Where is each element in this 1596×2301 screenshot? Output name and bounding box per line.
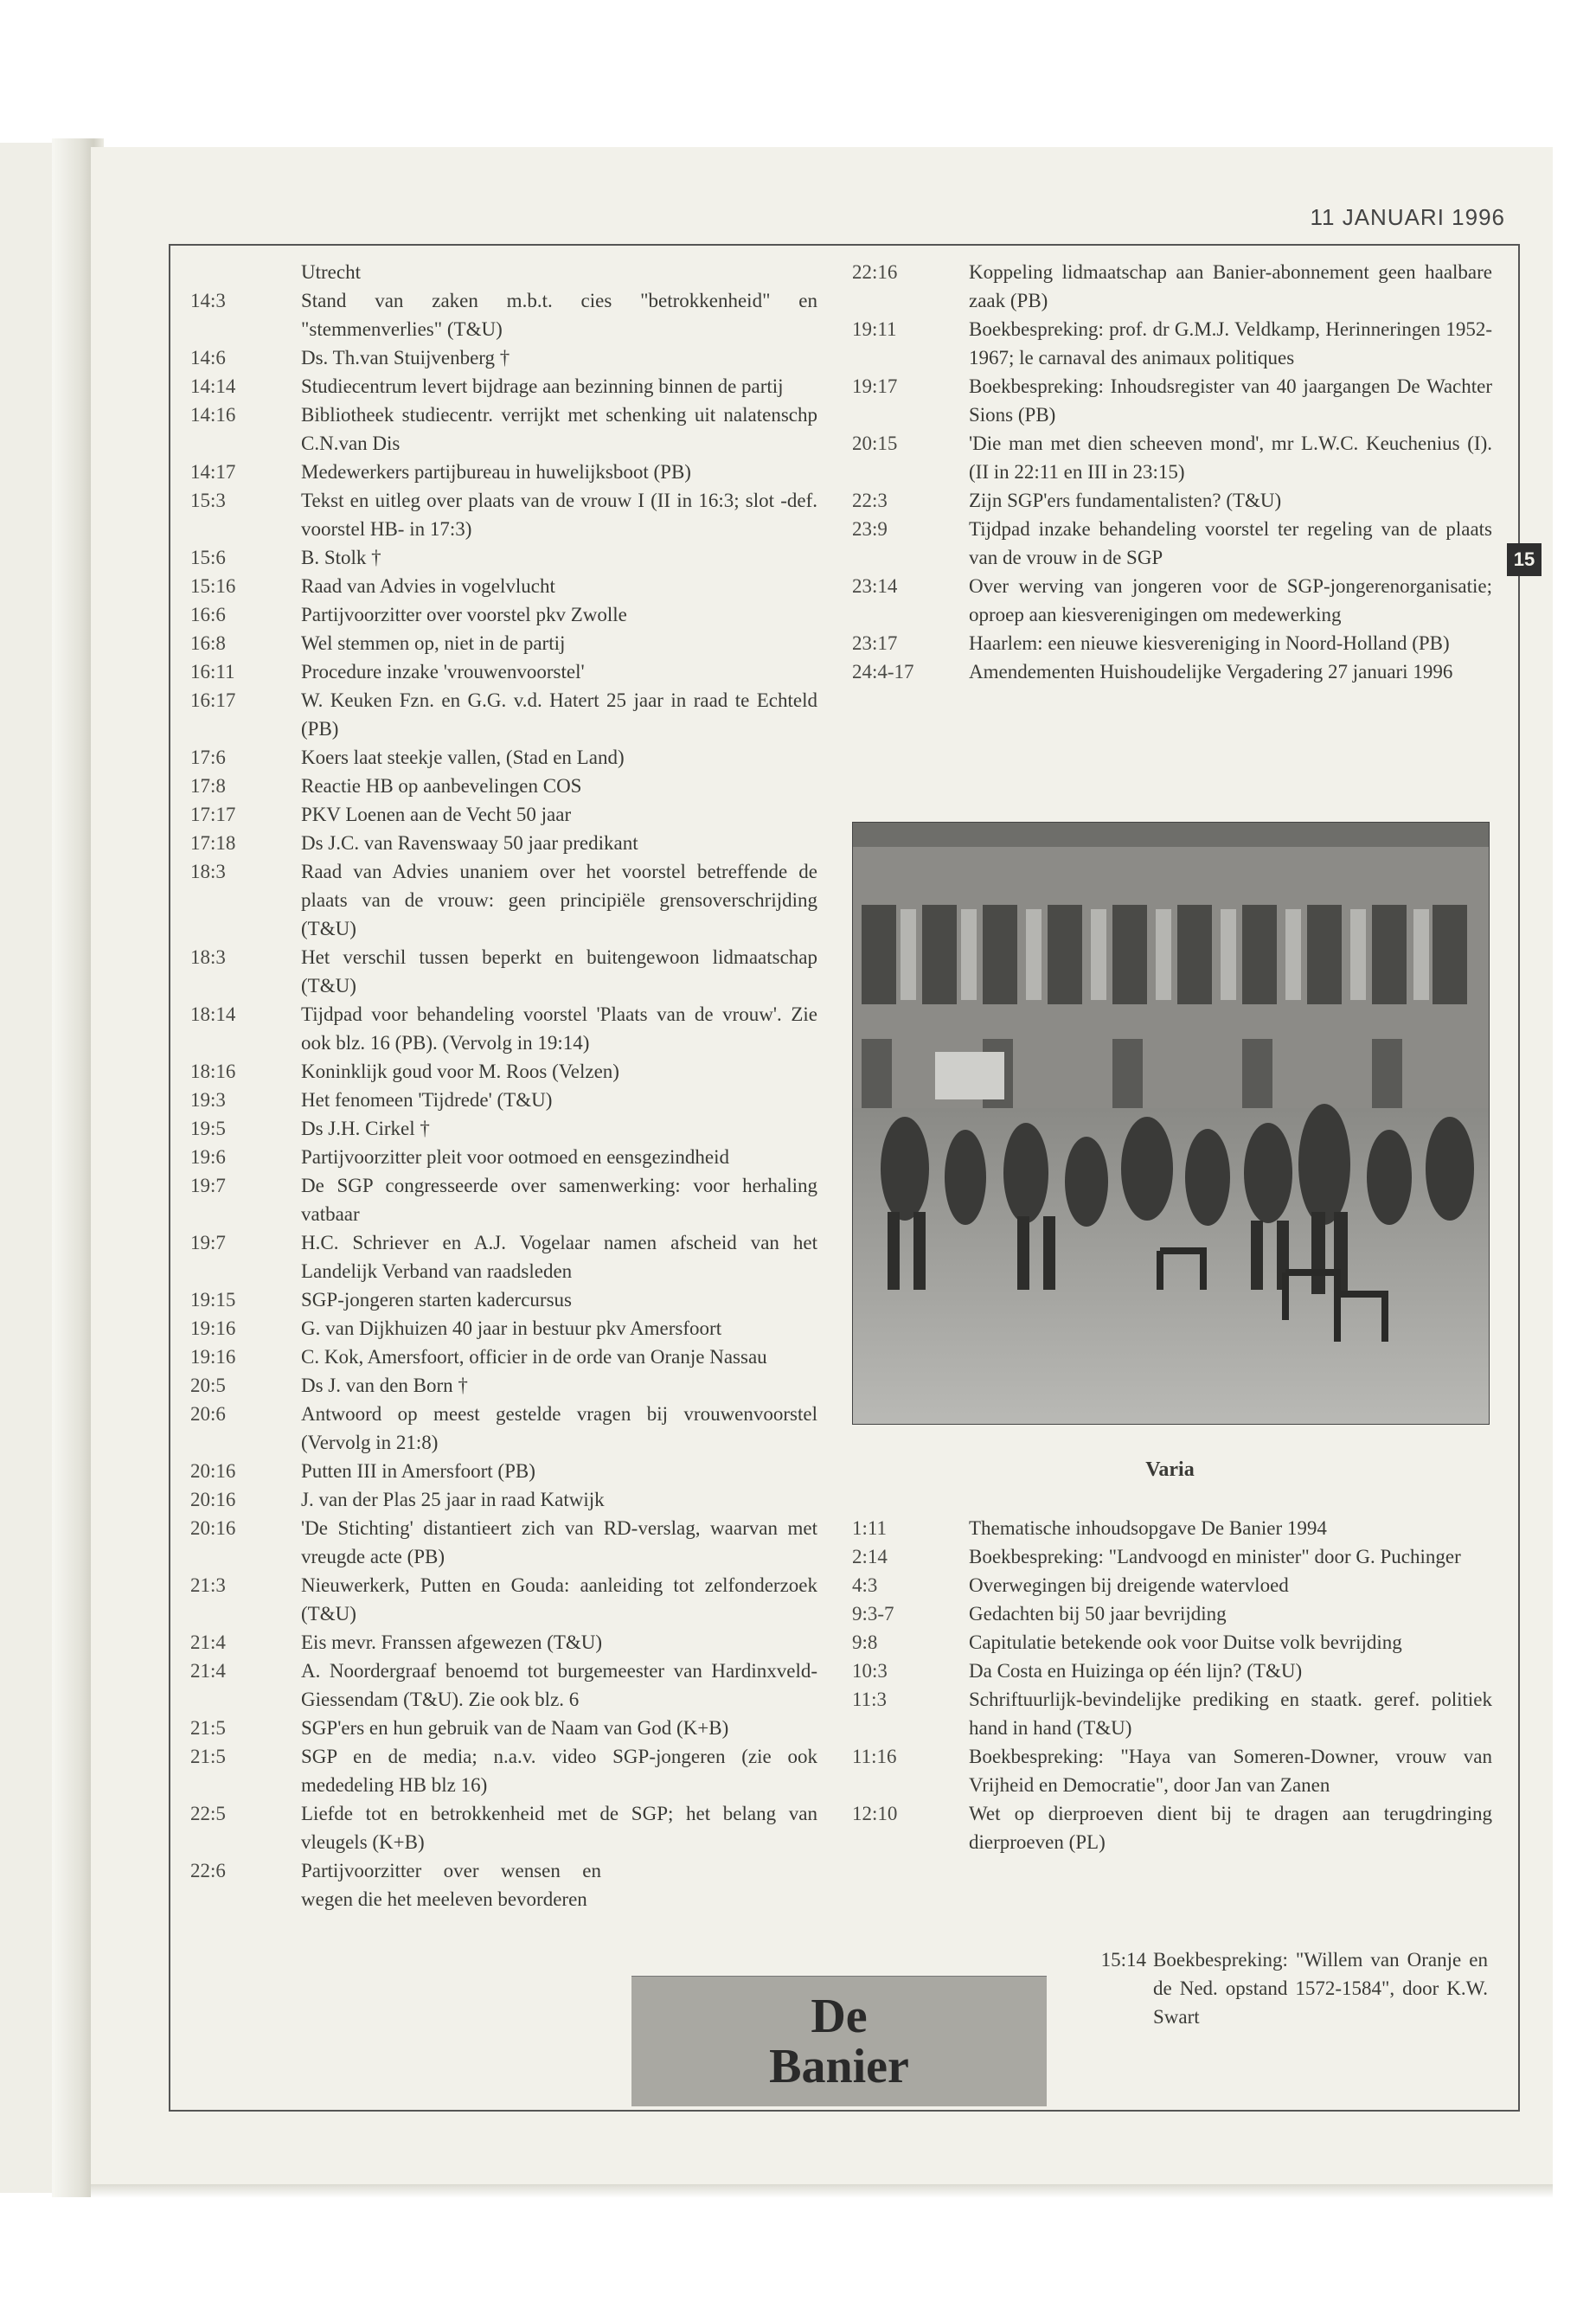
index-entry <box>190 458 817 486</box>
entry-ref: 19:7 <box>190 1175 226 1196</box>
index-entry <box>190 600 817 629</box>
index-entry <box>190 800 817 829</box>
index-entry <box>852 372 1492 429</box>
entry-ref: 22:6 <box>190 1860 226 1881</box>
entry-ref: 20:16 <box>190 1460 236 1482</box>
entry-text: Reactie HB op aanbevelingen COS <box>301 775 582 797</box>
index-entry <box>190 1400 817 1457</box>
entry-ref: 19:16 <box>190 1317 236 1339</box>
entry-text: Ds J.C. van Ravenswaay 50 jaar predikant <box>301 832 638 854</box>
entry-ref: 17:18 <box>190 832 236 854</box>
entry-ref: 12:10 <box>852 1803 898 1824</box>
entry-text: Boekbespreking: prof. dr G.M.J. Veldkamp, Herinneringen 1952-1967; le carnaval des animaux politiques <box>969 318 1492 369</box>
index-entry <box>190 1457 817 1485</box>
index-entry <box>852 1628 1492 1657</box>
varia-list <box>852 1514 1492 1856</box>
entry-text: Overwegingen bij dreigende watervloed <box>969 1574 1289 1596</box>
index-entry <box>190 1228 817 1285</box>
entry-text: PKV Loenen aan de Vecht 50 jaar <box>301 804 572 825</box>
entry-text: Liefde tot en betrokkenheid met de SGP; het belang van vleugels (K+B) <box>301 1803 817 1853</box>
entry-ref: 23:17 <box>852 632 898 654</box>
entry-text: Over werving van jongeren voor de SGP-jongerenorganisatie; oproep aan kiesverenigingen om medewerking <box>969 575 1492 625</box>
entry-ref: 18:14 <box>190 1003 236 1025</box>
entry-text: Koers laat steekje vallen, (Stad en Land) <box>301 747 625 768</box>
entry-text: Partijvoorzitter over wensen en wegen die het meeleven bevorderen <box>301 1860 601 1910</box>
entry-ref: 19:17 <box>852 375 898 397</box>
entry-ref: 14:14 <box>190 375 236 397</box>
index-column-right <box>852 258 1492 686</box>
index-entry <box>190 572 817 600</box>
entry-text: Ds. Th.van Stuijvenberg † <box>301 347 510 369</box>
entry-text: Partijvoorzitter over voorstel pkv Zwolle <box>301 604 627 625</box>
index-entry <box>852 629 1492 657</box>
index-entry <box>190 1799 817 1856</box>
entry-ref: 4:3 <box>852 1574 878 1596</box>
entry-text: Tijdpad inzake behandeling voorstel ter regeling van de plaats van de vrouw in de SGP <box>969 518 1492 568</box>
varia-final-entry <box>1073 1945 1488 2031</box>
entry-text: H.C. Schriever en A.J. Vogelaar namen afscheid van het Landelijk Verband van raadsleden <box>301 1232 817 1282</box>
entry-ref: 11:16 <box>852 1746 897 1767</box>
entry-text: Het verschil tussen beperkt en buitengewoon lidmaatschap (T&U) <box>301 946 817 997</box>
index-entry <box>190 1285 817 1314</box>
entry-ref: 9:8 <box>852 1631 878 1653</box>
entry-text: Partijvoorzitter pleit voor ootmoed en eensgezindheid <box>301 1146 729 1168</box>
entry-text: Haarlem: een nieuwe kiesvereniging in Noord-Holland (PB) <box>969 632 1450 654</box>
entry-text: Procedure inzake 'vrouwenvoorstel' <box>301 661 585 683</box>
entry-ref: 24:4-17 <box>852 661 914 683</box>
index-entry <box>190 1057 817 1086</box>
index-entry <box>190 1114 817 1143</box>
entry-ref: 14:3 <box>190 290 226 311</box>
entry-ref: 19:5 <box>190 1118 226 1139</box>
entry-ref: 15:6 <box>190 547 226 568</box>
index-entry <box>190 743 817 772</box>
de-banier-logo <box>631 1976 1047 2106</box>
entry-ref: 20:16 <box>190 1489 236 1510</box>
entry-ref: 11:3 <box>852 1689 888 1710</box>
entry-text: Schriftuurlijk-bevindelijke prediking en staatk. geref. politiek hand in hand (T&U) <box>969 1689 1492 1739</box>
entry-ref: 20:5 <box>190 1375 226 1396</box>
entry-text: 'De Stichting' distantieert zich van RD-verslag, waarvan met vreugde acte (PB) <box>301 1517 817 1567</box>
index-entry <box>190 1628 817 1657</box>
index-entry <box>852 515 1492 572</box>
entry-text: Putten III in Amersfoort (PB) <box>301 1460 535 1482</box>
index-entry <box>190 1485 817 1514</box>
index-entry <box>190 657 817 686</box>
logo-line-2: Banier <box>769 2040 909 2093</box>
index-entry <box>190 1742 817 1799</box>
entry-ref: 1:11 <box>852 1517 888 1539</box>
index-entry <box>190 1657 817 1714</box>
index-entry <box>190 258 817 286</box>
entry-text: Zijn SGP'ers fundamentalisten? (T&U) <box>969 490 1282 511</box>
entry-text: Tijdpad voor behandeling voorstel 'Plaats van de vrouw'. Zie ook blz. 16 (PB). (Vervolg in 19:14) <box>301 1003 817 1054</box>
entry-text: B. Stolk † <box>301 547 381 568</box>
entry-text: Boekbespreking: "Willem van Oranje en de Ned. opstand 1572-1584", door K.W. Swart <box>1153 1949 1488 2028</box>
entry-ref: 18:3 <box>190 946 226 968</box>
index-entry <box>852 1657 1492 1685</box>
entry-text: Medewerkers partijbureau in huwelijksboot (PB) <box>301 461 691 483</box>
entry-ref: 20:15 <box>852 433 898 454</box>
index-entry <box>190 401 817 458</box>
entry-ref: 19:6 <box>190 1146 226 1168</box>
index-entry <box>852 315 1492 372</box>
entry-ref: 16:8 <box>190 632 226 654</box>
entry-text: Ds J.H. Cirkel † <box>301 1118 430 1139</box>
entry-ref: 18:3 <box>190 861 226 882</box>
index-entry <box>852 1514 1492 1542</box>
entry-text: Gedachten bij 50 jaar bevrijding <box>969 1603 1227 1625</box>
entry-text: De SGP congresseerde over samenwerking: voor herhaling vatbaar <box>301 1175 817 1225</box>
entry-ref: 22:3 <box>852 490 888 511</box>
index-entry <box>852 657 1492 686</box>
entry-text: Amendementen Huishoudelijke Vergadering 27 januari 1996 <box>969 661 1453 683</box>
issue-date: 11 JANUARI 1996 <box>1310 204 1505 230</box>
entry-ref: 20:16 <box>190 1517 236 1539</box>
entry-ref: 10:3 <box>852 1660 888 1682</box>
entry-text: Eis mevr. Franssen afgewezen (T&U) <box>301 1631 603 1653</box>
index-column-left <box>190 258 817 1913</box>
entry-text: Thematische inhoudsopgave De Banier 1994 <box>969 1517 1327 1539</box>
entry-text: Bibliotheek studiecentr. verrijkt met schenking uit nalatenschp C.N.van Dis <box>301 404 817 454</box>
index-entry <box>852 1542 1492 1571</box>
entry-ref: 16:11 <box>190 661 235 683</box>
entry-ref <box>190 258 301 286</box>
index-entry <box>852 1742 1492 1799</box>
index-entry <box>190 343 817 372</box>
entry-text: Boekbespreking: "Landvoogd en minister" door G. Puchinger <box>969 1546 1461 1567</box>
index-entry <box>190 772 817 800</box>
demonstration-photo <box>852 822 1490 1425</box>
entry-ref: 21:5 <box>190 1746 226 1767</box>
entry-ref: 15:14 <box>1100 1949 1146 1971</box>
entry-ref: 16:6 <box>190 604 226 625</box>
page-bottom-shadow <box>91 2184 1553 2198</box>
entry-text: Koppeling lidmaatschap aan Banier-abonnement geen haalbare zaak (PB) <box>969 261 1492 311</box>
entry-text: Wet op dierproeven dient bij te dragen aan terugdringing dierproeven (PL) <box>969 1803 1492 1853</box>
index-entry <box>190 1343 817 1371</box>
entry-text: Wel stemmen op, niet in de partij <box>301 632 566 654</box>
entry-ref: 23:14 <box>852 575 898 597</box>
entry-ref: 20:6 <box>190 1403 226 1425</box>
entry-text: C. Kok, Amersfoort, officier in de orde van Oranje Nassau <box>301 1346 767 1368</box>
index-entry <box>190 943 817 1000</box>
entry-text: Boekbespreking: Inhoudsregister van 40 jaargangen De Wachter Sions (PB) <box>969 375 1492 426</box>
index-entry <box>852 1685 1492 1742</box>
entry-ref: 15:3 <box>190 490 226 511</box>
index-entry <box>190 1571 817 1628</box>
entry-ref: 16:17 <box>190 689 236 711</box>
entry-ref: 17:8 <box>190 775 226 797</box>
entry-text: SGP-jongeren starten kadercursus <box>301 1289 572 1311</box>
entry-ref: 19:16 <box>190 1346 236 1368</box>
entry-text: J. van der Plas 25 jaar in raad Katwijk <box>301 1489 605 1510</box>
entry-ref: 21:4 <box>190 1660 226 1682</box>
index-entry <box>190 486 817 543</box>
logo-line-1: De <box>811 1990 868 2043</box>
index-entry <box>190 1143 817 1171</box>
entry-text: Capitulatie betekende ook voor Duitse volk bevrijding <box>969 1631 1402 1653</box>
entry-text: Ds J. van den Born † <box>301 1375 468 1396</box>
entry-ref: 14:16 <box>190 404 236 426</box>
entry-ref: 14:6 <box>190 347 226 369</box>
entry-text: Nieuwerkerk, Putten en Gouda: aanleiding tot zelfonderzoek (T&U) <box>301 1574 817 1625</box>
entry-ref: 21:3 <box>190 1574 226 1596</box>
index-entry <box>852 429 1492 486</box>
entry-ref: 21:4 <box>190 1631 226 1653</box>
entry-text: SGP'ers en hun gebruik van de Naam van God (K+B) <box>301 1717 729 1739</box>
index-entry <box>190 1086 817 1114</box>
entry-ref: 21:5 <box>190 1717 226 1739</box>
entry-ref: 9:3-7 <box>852 1603 894 1625</box>
index-entry <box>190 857 817 943</box>
index-entry <box>852 1799 1492 1856</box>
index-entry <box>190 686 817 743</box>
entry-ref: 15:16 <box>190 575 236 597</box>
index-entry <box>852 572 1492 629</box>
page-number-tab: 15 <box>1507 543 1542 576</box>
entry-text: Raad van Advies unaniem over het voorstel betreffende de plaats van de vrouw: geen principiële grensoverschrijding (T&U) <box>301 861 817 939</box>
index-entry <box>190 1171 817 1228</box>
entry-ref: 19:11 <box>852 318 897 340</box>
entry-ref: 23:9 <box>852 518 888 540</box>
index-entry <box>190 829 817 857</box>
entry-text: Da Costa en Huizinga op één lijn? (T&U) <box>969 1660 1303 1682</box>
varia-heading: Varia <box>1145 1458 1195 1481</box>
index-entry <box>190 1000 817 1057</box>
entry-ref: 22:16 <box>852 261 898 283</box>
index-entry <box>190 286 817 343</box>
index-entry <box>190 1371 817 1400</box>
entry-text: Het fenomeen 'Tijdrede' (T&U) <box>301 1089 553 1111</box>
entry-ref: 22:5 <box>190 1803 226 1824</box>
entry-text: Boekbespreking: "Haya van Someren-Downer, vrouw van Vrijheid en Democratie", door Jan van Zanen <box>969 1746 1492 1796</box>
entry-text: Raad van Advies in vogelvlucht <box>301 575 555 597</box>
entry-text: SGP en de media; n.a.v. video SGP-jongeren (zie ook mededeling HB blz 16) <box>301 1746 817 1796</box>
entry-ref: 14:17 <box>190 461 236 483</box>
index-entry <box>852 1571 1492 1599</box>
index-entry <box>852 258 1492 315</box>
entry-text: Tekst en uitleg over plaats van de vrouw I (II in 16:3; slot -def. voorstel HB- in 17:3) <box>301 490 817 540</box>
entry-text: Koninklijk goud voor M. Roos (Velzen) <box>301 1061 619 1082</box>
entry-ref: 19:15 <box>190 1289 236 1311</box>
entry-text: Utrecht <box>301 261 361 283</box>
entry-text: Studiecentrum levert bijdrage aan bezinning binnen de partij <box>301 375 784 397</box>
entry-text: G. van Dijkhuizen 40 jaar in bestuur pkv Amersfoort <box>301 1317 722 1339</box>
entry-text: Antwoord op meest gestelde vragen bij vrouwenvoorstel (Vervolg in 21:8) <box>301 1403 817 1453</box>
index-entry <box>852 486 1492 515</box>
index-entry <box>190 543 817 572</box>
entry-ref: 19:3 <box>190 1089 226 1111</box>
index-entry <box>190 1514 817 1571</box>
index-entry <box>190 1856 817 1913</box>
entry-text: W. Keuken Fzn. en G.G. v.d. Hatert 25 jaar in raad te Echteld (PB) <box>301 689 817 740</box>
entry-text: A. Noordergraaf benoemd tot burgemeester van Hardinxveld-Giessendam (T&U). Zie ook blz. 6 <box>301 1660 817 1710</box>
entry-text: Stand van zaken m.b.t. cies "betrokkenheid" en "stemmenverlies" (T&U) <box>301 290 817 340</box>
entry-ref: 17:6 <box>190 747 226 768</box>
index-entry <box>190 1314 817 1343</box>
entry-ref: 18:16 <box>190 1061 236 1082</box>
entry-ref: 19:7 <box>190 1232 226 1253</box>
index-entry <box>190 1714 817 1742</box>
entry-text: 'Die man met dien scheeven mond', mr L.W.C. Keuchenius (I). (II in 22:11 en III in 23:15) <box>969 433 1492 483</box>
index-entry <box>852 1599 1492 1628</box>
entry-ref: 17:17 <box>190 804 236 825</box>
index-entry <box>190 629 817 657</box>
entry-ref: 2:14 <box>852 1546 888 1567</box>
index-entry <box>190 372 817 401</box>
